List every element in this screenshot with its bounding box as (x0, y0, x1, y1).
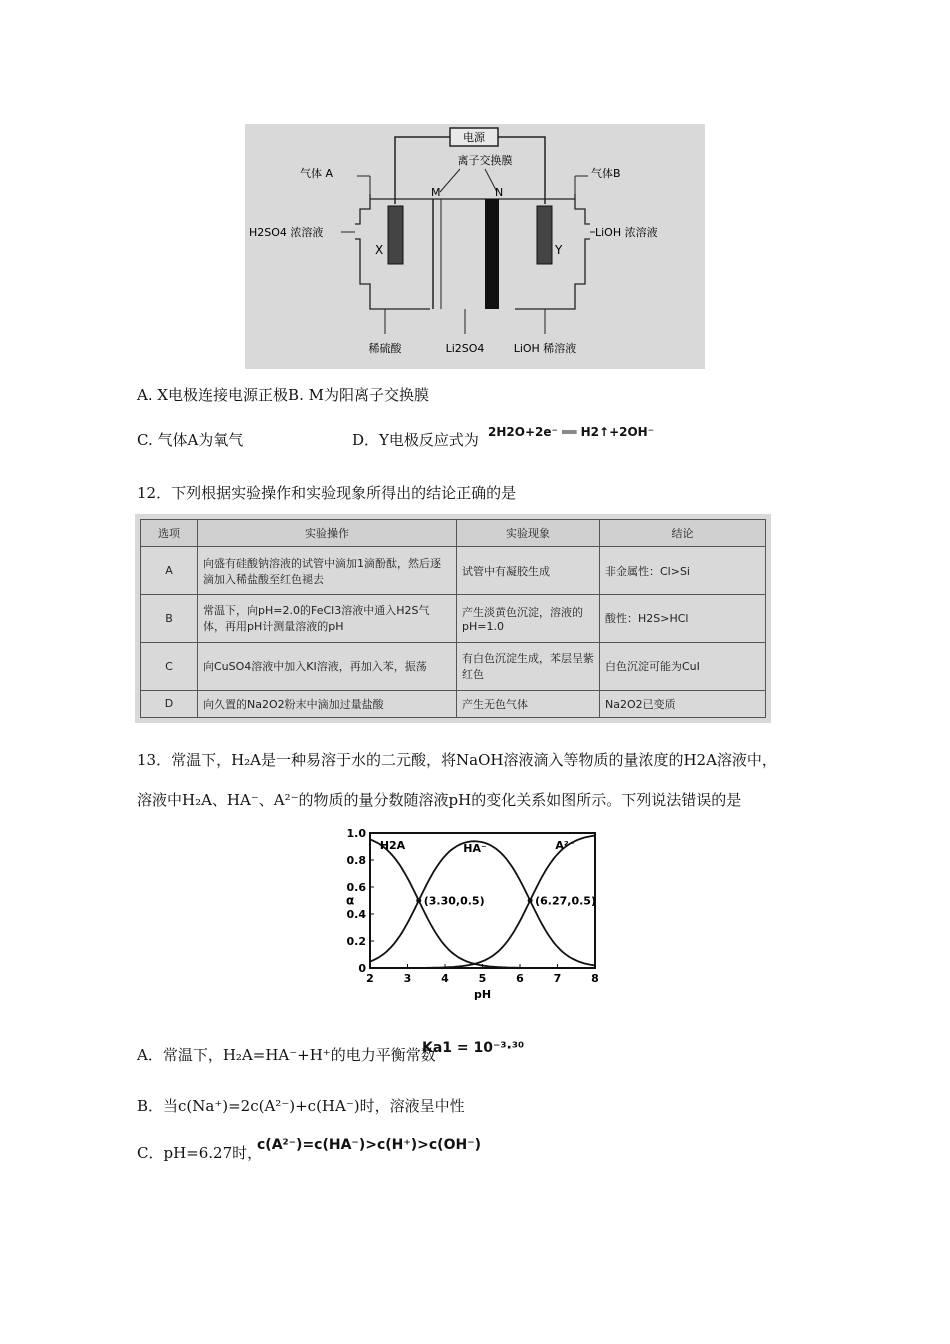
q12-table (140, 519, 766, 718)
table-cell: Na2O2已变质 (600, 690, 766, 717)
table-header: 选项 (141, 520, 198, 547)
crossing-point (416, 898, 421, 903)
table-cell: D (141, 690, 198, 717)
crossing-annotation: (3.30,0.5) (423, 894, 485, 908)
table-cell: 白色沉淀可能为CuI (600, 642, 766, 690)
in-right-label: LiOH 稀溶液 (513, 342, 577, 355)
table-row (141, 642, 766, 690)
y-axis-label: α (346, 893, 355, 908)
y-tick-label: 0.2 (346, 935, 366, 948)
y-tick-label: 1.0 (346, 827, 366, 840)
electrode-x-label: X (375, 243, 384, 257)
electrode-y (537, 206, 552, 264)
crossing-annotation: (6.27,0.5) (535, 894, 596, 908)
y-tick-label: 0.4 (346, 908, 366, 921)
table-row (141, 547, 766, 595)
in-left-label: 稀硫酸 (368, 342, 402, 355)
q13-option-a-equation: Ka1 = 10⁻³·³⁰ (422, 1040, 525, 1056)
q13-stem-line1: 13．常温下，H₂A是一种易溶于水的二元酸，将NaOH溶液滴入等物质的量浓度的H2A溶液中， (137, 751, 777, 769)
x-tick-label: 5 (478, 972, 487, 985)
gas-a-label: 气体 A (300, 167, 334, 180)
electrolysis-svg (245, 124, 705, 369)
table-header: 实验现象 (457, 520, 600, 547)
table-cell: 向盛有硅酸钠溶液的试管中滴加1滴酚酞，然后逐滴加入稀盐酸至红色褪去 (198, 547, 457, 595)
right-out-label: LiOH 浓溶液 (595, 226, 658, 239)
membrane-n-bar (485, 199, 499, 309)
q11-option-d: D．Y电极反应式为 (352, 431, 479, 449)
x-axis-label: pH (473, 988, 492, 1001)
table-row (141, 595, 766, 643)
power-label: 电源 (463, 131, 485, 144)
gas-b-label: 气体B (591, 167, 621, 180)
table-cell: 酸性：H2S>HCl (600, 595, 766, 643)
table-header: 结论 (600, 520, 766, 547)
membrane-n: N (495, 186, 504, 199)
fraction-chart (340, 825, 630, 1010)
crossing-point (528, 898, 533, 903)
membrane-m: M (431, 186, 441, 199)
in-mid-label: Li2SO4 (445, 342, 485, 355)
x-tick-label: 7 (553, 972, 562, 985)
membrane-label: 离子交换膜 (457, 154, 513, 167)
x-tick-label: 4 (441, 972, 449, 985)
q12-table-image (135, 514, 771, 723)
table-cell: B (141, 595, 198, 643)
series-label: A²⁻ (555, 839, 575, 853)
q11-option-d-equation: 2H2O+2e⁻ ══ H2↑+2OH⁻ (488, 425, 655, 439)
chart-svg (340, 825, 630, 1010)
q13-option-c-equation: c(A²⁻)=c(HA⁻)>c(H⁺)>c(OH⁻) (257, 1137, 481, 1153)
electrode-x (388, 206, 403, 264)
q11-option-c: C. 气体A为氧气 (137, 431, 244, 449)
x-tick-label: 6 (516, 972, 524, 985)
y-tick-label: 0.6 (346, 881, 366, 894)
table-header-row (141, 520, 766, 547)
left-out-label: H2SO4 浓溶液 (249, 226, 324, 239)
table-header: 实验操作 (198, 520, 457, 547)
x-tick-label: 8 (591, 972, 599, 985)
series-label: H2A (379, 839, 406, 853)
q11-option-ab: A. X电极连接电源正极B. M为阳离子交换膜 (137, 386, 429, 404)
table-cell: 有白色沉淀生成，苯层呈紫红色 (457, 642, 600, 690)
electrode-y-label: Y (555, 243, 563, 257)
table-cell: 向久置的Na2O2粉末中滴加过量盐酸 (198, 690, 457, 717)
table-cell: C (141, 642, 198, 690)
y-tick-label: 0 (358, 962, 366, 975)
table-row (141, 690, 766, 717)
table-cell: 产生无色气体 (457, 690, 600, 717)
table-cell: 非金属性：Cl>Si (600, 547, 766, 595)
x-tick-label: 3 (403, 972, 412, 985)
q12-stem: 12．下列根据实验操作和实验现象所得出的结论正确的是 (137, 484, 517, 502)
electrolysis-diagram (245, 124, 705, 369)
table-cell: 试管中有凝胶生成 (457, 547, 600, 595)
table-cell: 常温下，向pH=2.0的FeCl3溶液中通入H2S气体，再用pH计测量溶液的pH (198, 595, 457, 643)
table-cell: 产生淡黄色沉淀，溶液的pH=1.0 (457, 595, 600, 643)
table-cell: 向CuSO4溶液中加入KI溶液，再加入苯，振荡 (198, 642, 457, 690)
q13-option-b: B．当c(Na⁺)=2c(A²⁻)+c(HA⁻)时，溶液呈中性 (137, 1097, 465, 1115)
q13-option-c: C．pH=6.27时， (137, 1144, 263, 1162)
q13-option-a: A．常温下，H₂A=HA⁻+H⁺的电力平衡常数 (137, 1046, 436, 1064)
table-cell: A (141, 547, 198, 595)
q13-stem-line2: 溶液中H₂A、HA⁻、A²⁻的物质的量分数随溶液pH的变化关系如图所示。下列说法错误的是 (137, 791, 742, 809)
series-label: HA⁻ (463, 841, 487, 855)
y-tick-label: 0.8 (346, 854, 366, 867)
x-tick-label: 2 (366, 972, 374, 985)
